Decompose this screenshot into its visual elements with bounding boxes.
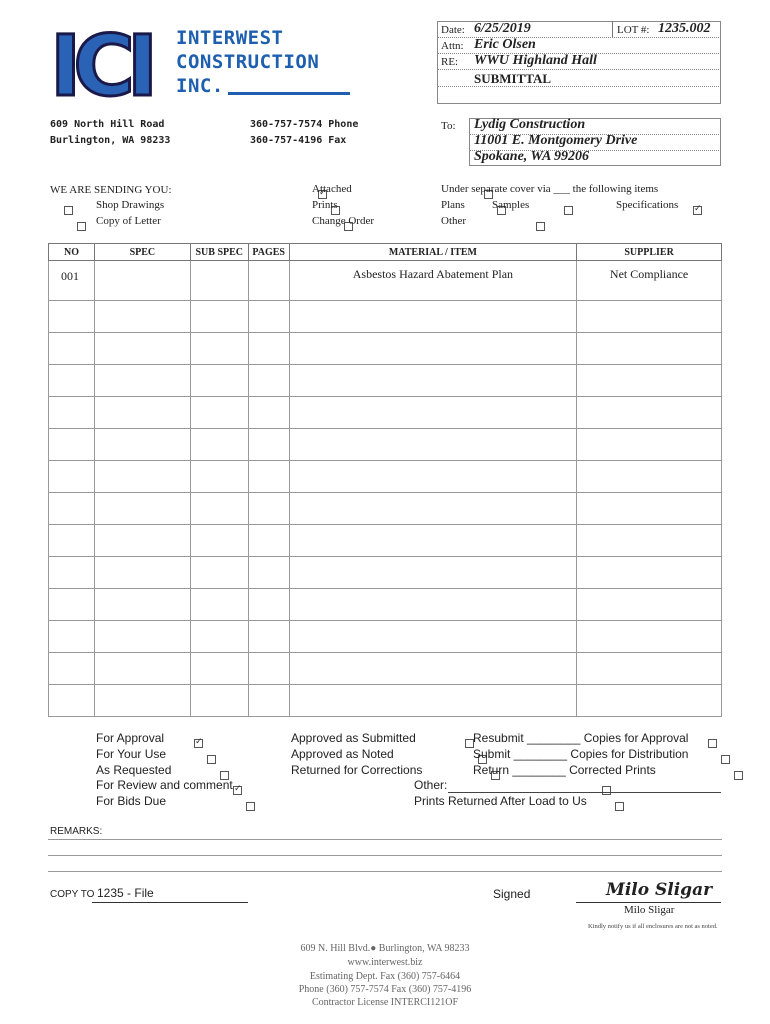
logo-name-line2: CONSTRUCTION [176,51,320,73]
cell-pages[interactable] [248,261,289,301]
to-line3[interactable]: Spokane, WA 99206 [474,149,590,164]
signature[interactable]: Milo Sligar [606,880,713,900]
label-change-order: Change Order [312,215,375,227]
company-phone: 360-757-7574 Phone [250,119,359,130]
table-row [49,653,722,685]
checkbox-other-purpose[interactable] [602,786,611,795]
checkbox-copy-of-letter[interactable] [77,222,86,231]
table-row [49,685,722,717]
company-fax: 360-757-4196 Fax [250,135,347,146]
label-copy-of-letter: Copy of Letter [96,215,161,227]
label-return: Return ________ Corrected Prints [473,763,656,777]
col-header-subspec: SUB SPEC [190,244,248,261]
label-for-your-use: For Your Use [96,747,167,761]
checkbox-review-comment[interactable] [233,786,242,795]
label-samples: Samples [492,199,530,211]
label-submit: Submit ________ Copies for Distribution [473,747,689,761]
re-label: RE: [441,56,459,68]
checkbox-submit[interactable] [721,755,730,764]
cell-supplier[interactable]: Net Compliance [577,261,722,301]
remarks-line-2[interactable] [48,855,722,856]
label-for-approval: For Approval [96,731,165,745]
signed-label: Signed [493,887,531,901]
other-purpose-line[interactable] [448,792,721,793]
logo-underline [228,92,350,95]
label-plans: Plans [441,199,465,211]
copy-to-line [92,902,248,903]
company-address-line1: 609 North Hill Road [50,119,165,130]
label-approved-noted: Approved as Noted [291,747,394,761]
label-as-requested: As Requested [96,763,172,777]
cell-spec[interactable] [94,261,190,301]
footer-address: 609 N. Hill Blvd.● Burlington, WA 98233 [300,943,470,954]
checkbox-return[interactable] [734,771,743,780]
table-row [49,589,722,621]
checkbox-prints-returned[interactable] [615,802,624,811]
table-row [49,365,722,397]
label-prints: Prints [312,199,338,211]
label-review-comment: For Review and comment [96,778,233,792]
table-row [49,301,722,333]
logo-name-line3: INC. [176,75,224,97]
remarks-line-3[interactable] [48,871,722,872]
col-header-supplier: SUPPLIER [577,244,722,261]
footer-estimating-fax: Estimating Dept. Fax (360) 757-6464 [309,971,461,982]
checkbox-resubmit[interactable] [708,739,717,748]
label-attached: Attached [312,183,352,195]
attn-label: Attn: [441,40,464,52]
date-value[interactable]: 6/25/2019 [474,21,531,36]
table-row [49,621,722,653]
footer-website[interactable]: www.interwest.biz [347,957,423,968]
checkbox-for-approval[interactable] [194,739,203,748]
footer-phone-fax: Phone (360) 757-7574 Fax (360) 757-4196 [298,984,472,995]
table-row [49,557,722,589]
to-line1[interactable]: Lydig Construction [474,117,586,132]
checkbox-for-your-use[interactable] [207,755,216,764]
sending-label: WE ARE SENDING YOU: [50,184,172,196]
label-returned-corrections: Returned for Corrections [291,763,423,777]
cell-no[interactable]: 001 [49,261,95,301]
label-specifications: Specifications [616,199,679,211]
copy-to-value[interactable]: 1235 - File [97,886,154,900]
re-value[interactable]: WWU Highland Hall [474,53,597,68]
company-logo [50,17,350,115]
checkbox-specifications[interactable] [693,206,702,215]
label-shop-drawings: Shop Drawings [96,199,165,211]
col-header-pages: PAGES [248,244,289,261]
footer-license: Contractor License INTERCI121OF [311,997,459,1008]
checkbox-other[interactable] [536,222,545,231]
label-prints-returned: Prints Returned After Load to Us [414,794,587,808]
attn-value[interactable]: Eric Olsen [474,37,536,52]
table-row [49,397,722,429]
label-resubmit: Resubmit ________ Copies for Approval [473,731,689,745]
remarks-line-1[interactable] [48,839,722,840]
to-label: To: [441,120,456,132]
logo-name-line1: INTERWEST [176,27,284,49]
copy-to-label: COPY TO [50,889,95,900]
cell-material[interactable]: Asbestos Hazard Abatement Plan [289,261,576,301]
logo-letters: ICI [50,17,151,115]
remarks-label: REMARKS: [50,826,103,837]
lot-label: LOT #: [617,24,650,36]
lot-divider [612,21,613,37]
col-header-material: MATERIAL / ITEM [289,244,576,261]
col-header-no: NO [49,244,95,261]
table-row [49,493,722,525]
table-row [49,261,722,301]
to-line2[interactable]: 11001 E. Montgomery Drive [474,133,638,148]
label-approved-submitted: Approved as Submitted [291,731,416,745]
label-bids-due: For Bids Due [96,794,167,808]
checkbox-shop-drawings[interactable] [64,206,73,215]
table-header-row [49,244,722,261]
checkbox-bids-due[interactable] [246,802,255,811]
submittal-items-table [48,243,722,717]
submittal-title: SUBMITTAL [474,71,552,86]
signature-line [576,902,721,903]
signer-name: Milo Sligar [624,904,675,916]
company-address-line2: Burlington, WA 98233 [50,135,171,146]
header-line-3 [437,69,721,70]
notify-note: Kindly notify us if all enclosures are not as noted. [588,923,718,930]
checkbox-samples[interactable] [564,206,573,215]
table-row [49,429,722,461]
table-row [49,333,722,365]
table-row [49,461,722,493]
table-row [49,525,722,557]
lot-value[interactable]: 1235.002 [658,21,711,36]
label-other-purpose: Other: [414,778,448,792]
date-label: Date: [441,24,465,36]
cell-subspec[interactable] [190,261,248,301]
label-other: Other [441,215,467,227]
col-header-spec: SPEC [94,244,190,261]
label-separate-cover: Under separate cover via ___ the following items [441,183,659,195]
